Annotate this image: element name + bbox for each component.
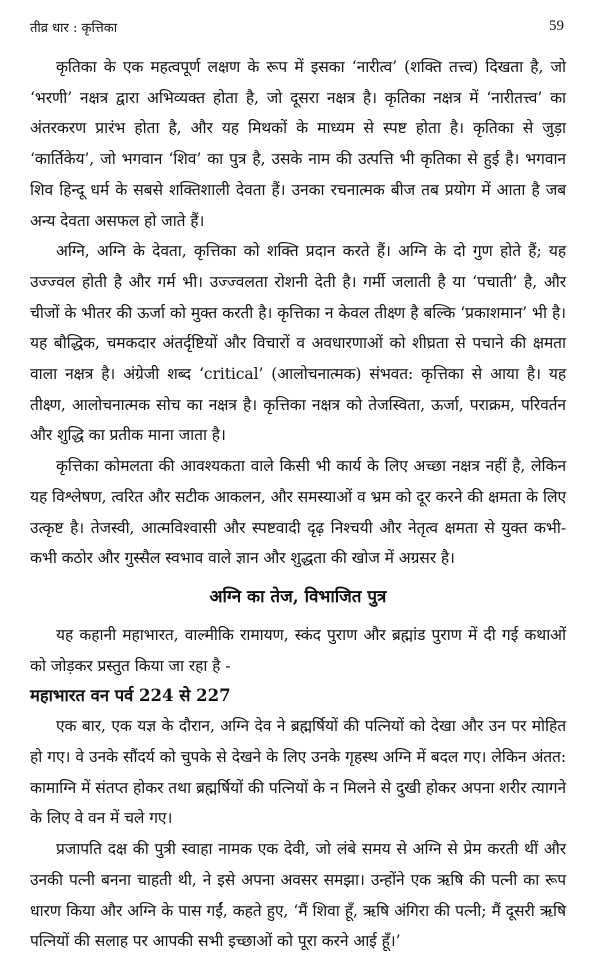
running-title: तीव्र धार : कृत्तिका	[30, 21, 118, 36]
section-heading: अग्नि का तेज, विभाजित पुत्र	[209, 586, 387, 607]
paragraph-agni-qualities: अग्नि, अग्नि के देवता, कृत्तिका को शक्ति प्रदान करते हैं। अग्नि के दो गुण होते हैं; यह उज्ज्वल होती है और गर्म भी। उज्ज्वलता रोशनी देती है। गर्मी जलाती है या ‘पचाती’ है, और चीजों के भीतर की ऊर्जा को मुक्त करती है। कृत्तिका न केवल तीक्ष्ण है बल्कि ‘प्रकाशमान’ भी है। यह बौद्धिक, चमकदार अंतर्दृष्टियों और विचारों व अवधारणाओं को शीघ्रता से पचाने की क्षमता वाला नक्षत्र है। अंग्रेजी शब्द ‘critical’ (आलोचनात्मक) संभवत: कृत्तिका से आया है। यह तीक्ष्ण, आलोचनात्मक सोच का नक्षत्र है। कृत्तिका नक्षत्र को तेजस्विता, ऊर्जा, पराक्रम, परिवर्तन और शुद्धि का प्रतीक माना जाता है।	[30, 242, 566, 445]
story-paragraph: एक बार, एक यज्ञ के दौरान, अग्नि देव ने ब्रह्मर्षियों की पत्नियों को देखा और उन पर मोहित हो गए। वे उनके सौंदर्य को चुपके से देखने के लिए उनके गृहस्थ अग्नि में बदल गए। लेकिन अंतत: कामाग्नि में संतप्त होकर तथा ब्रह्मर्षियों की पत्नियों के न मिलने से दुखी होकर अपना शरीर त्यागने के लिए वे वन में चले गए।	[30, 717, 566, 828]
page-body	[30, 52, 566, 957]
paragraph-krittika-traits: कृत्तिका कोमलता की आवश्यकता वाले किसी भी कार्य के लिए अच्छा नक्षत्र नहीं है, लेकिन यह विश्लेषण, त्वरित और सटीक आकलन, और समस्याओं व भ्रम को दूर करने की क्षमता के लिए उत्कृष्ट है। तेजस्वी, आत्मविश्वासी और स्पष्टवादी दृढ़ निश्चयी और नेतृत्व क्षमता से युक्त कभी-कभी कठोर और गुस्सैल स्वभाव वाले ज्ञान और शुद्धता की खोज में अग्रसर है।	[30, 457, 566, 568]
subheading: महाभारत वन पर्व 224 से 227	[30, 686, 231, 706]
intro-paragraph: यह कहानी महाभारत, वाल्मीकि रामायण, स्कंद पुराण और ब्रह्मांड पुराण में दी गई कथाओं को जोड़कर प्रस्तुत किया जा रहा है -	[30, 625, 566, 675]
paragraph-nariitva: कृतिका के एक महत्वपूर्ण लक्षण के रूप में इसका ‘नारीत्व’ (शक्ति तत्त्व) दिखता है, जो ‘भरणी’ नक्षत्र द्वारा अभिव्यक्त होता है, जो दूसरा नक्षत्र है। कृतिका नक्षत्र में ‘नारीतत्त्व’ का अंतरकरण प्रारंभ होता है, और यह मिथकों के माध्यम से स्पष्ट होता है। कृतिका से जुड़ा ‘कार्तिकेय’, जो भगवान ‘शिव’ का पुत्र है, उसके नाम की उत्पत्ति भी कृतिका से हुई है। भगवान शिव हिन्दू धर्म के सबसे शक्तिशाली देवता हैं। उनका रचनात्मक बीज तब प्रयोग में आता है जब अन्य देवता असफल हो जाते हैं।	[30, 58, 566, 230]
page-number: 59	[549, 18, 564, 34]
page-header	[30, 18, 564, 38]
story-paragraph: प्रजापति दक्ष की पुत्री स्वाहा नामक एक देवी, जो लंबे समय से अग्नि से प्रेम करती थीं और उनकी पत्नी बनना चाहती थी, ने इसे अपना अवसर समझा। उन्होंने एक ऋषि की पत्नी का रूप धारण किया और अग्नि के पास गईं, कहते हुए, ‘मैं शिवा हूँ, ऋषि अंगिरा की पत्नी; मैं दूसरी ऋषि पत्नियों की सलाह पर आपकी सभी इच्छाओं को पूरा करने आई हूँ।’	[30, 840, 566, 951]
